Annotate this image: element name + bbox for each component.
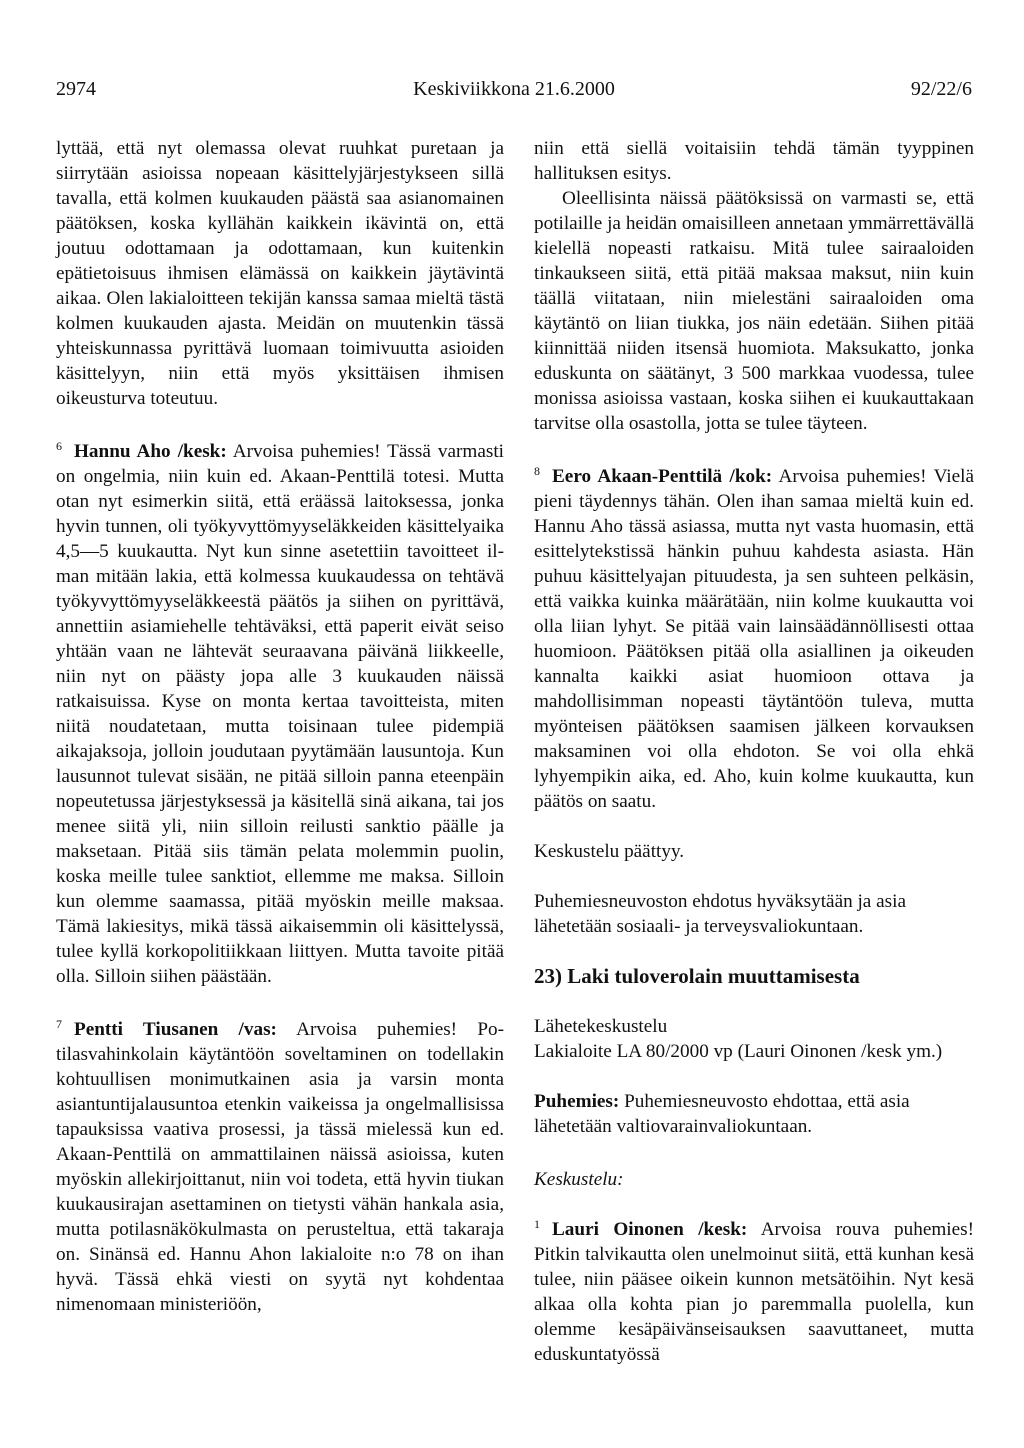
speech-text: Arvoisa puhemies! Tässä varmasti on ongelmia, niin kuin ed. Akaan-Penttilä totesi. Mutta otan nyt esimerkin siitä, että eräässä laitoksessa, jonka hyvin tunnen, oli työkyvyttömyyseläkkeiden käsittelyaika 4,5—5 kuukautta. Nyt kun sinne asetettiin tavoitteet ilman mitään lakia, että kolmessa kuukaudessa on tehtävä työkyvyttömyyseläkkeestä päätös ja siihen on pyrittävä, annettiin asiamiehelle tehtäväksi, että paperit eivät seiso yhtään vaan ne lähtevät seuraavana päivänä liikkeelle, niin nyt on päästy jopa alle 3 kuukauden näissä ratkaisuissa. Kyse on monta kertaa tavoitteista, miten niitä noudatetaan, mutta toisinaan tulee pidempiä aikajaksoja, jolloin joudutaan pyytämään lausuntoja. Kun lausunnot tulevat sisään, ne pitää silloin panna eteenpäin nopeutetussa järjestyksessä ja käsitellä sinä aikana, tai jos menee siitä yli, niin silloin reilusti sanktio päälle ja maksetaan. Pitää siis tämän pelata molemmin puolin, koska meille tulee sanktiot, ellemme me maksa. Silloin kun olemme saamassa, pitää myöskin meille maksaa. Tämä lakiesitys, mikä tässä aikaisemmin oli käsittelyssä, tulee kyllä korkopolitiikkaan liittyen. Mutta tavoite pitää olla. Silloin siihen päästään. — [56, 441, 504, 987]
speech-8 — [534, 464, 974, 814]
continuation-paragraph: niin että siellä voitaisiin tehdä tämän tyyppinen hallituksen esitys. — [534, 138, 974, 184]
speech-number: 6 — [56, 439, 62, 453]
debate-heading: Keskustelu: — [534, 1169, 624, 1190]
initiative-reference: Lakialoite LA 80/2000 vp (Lauri Oinonen /kesk ym.) — [534, 1041, 943, 1062]
document-id: 92/22/6 — [910, 78, 972, 100]
chair-text: Puhemiesneuvosto ehdottaa, että asia lähetetään valtiovarainvaliokuntaan. — [534, 1091, 910, 1137]
chair-statement — [534, 1089, 974, 1139]
referral-debate-label: Lähetekeskustelu — [534, 1016, 668, 1037]
page-number: 2974 — [56, 78, 96, 100]
speech-6 — [56, 439, 504, 989]
intro-paragraph: lyttää, että nyt olemassa olevat ruuhkat puretaan ja siirrytään asioissa nopeaan käsittelyjärjestykseen sillä tavalla, että kolmen kuukauden päästä saa asianomainen päätöksen, koska kyllähän kaikkein ikävintä on, että joutuu odottamaan ja odottamaan, kun kuitenkin epätietoisuus ihmisen elämässä on kaikkein jäytävintä aikaa. Olen lakialoitteen tekijän kanssa samaa mieltä tästä kolmen kuukauden ajasta. Meidän on muutenkin tässä yhteiskunnassa pyrittävä luomaan toimivuutta asioiden käsittelyyn, niin että myös yksittäisen ihmisen oikeusturva toteutuu. — [56, 138, 504, 409]
paragraph: Oleellisinta näissä päätöksissä on varmasti se, että potilaille ja heidän omaisilleen annetaan ymmärrettävällä kielellä nopeasti ratkaisu. Mitä tulee sairaaloiden tinkaukseen siitä, että pitää maksaa maksut, niin kuin täällä viitataan, niin mielestäni sairaaloiden oma käytäntö on liian tiukka, jos näin edetään. Siihen pitää kiinnittää niiden itsensä huomiota. Maksukatto, jonka eduskunta on säätänyt, 3 500 markkaa vuodessa, tulee monissa asioissa vastaan, koska siihen ei kuukauttakaan tarvitse olla osastolla, jotta se tulee täyteen. — [534, 188, 974, 434]
speech-7 — [56, 1017, 504, 1317]
speech-number: 7 — [56, 1017, 62, 1031]
speaker-name: Pentti Tiusanen /vas: — [74, 1019, 277, 1040]
speaker-name: Lauri Oinonen /kesk: — [552, 1219, 748, 1240]
decision-paragraph: Puhemiesneuvoston ehdotus hyväksytään ja asia lähetetään sosiaali- ja terveysvaliokuntaan. — [534, 891, 906, 937]
debate-ended: Keskustelu päättyy. — [534, 841, 685, 862]
section-title: 23) Laki tuloverolain muuttamisesta — [534, 964, 860, 988]
speech-text: Arvoisa rouva puhemies! Pitkin talvikautta olen unelmoinut siitä, että kunhan kesä tulee, niin pääsee oikein kunnon metsätöihin. Nyt kesä alkaa olla kohta pian jo paremmalla puolella, kun olemme kesäpäivänseisauksen saavuttaneet, mutta eduskuntatyössä — [534, 1219, 974, 1365]
speech-text: Arvoisa puhemies! Vielä pieni täydennys tähän. Olen ihan samaa mieltä kuin ed. Hannu Aho tässä asiassa, mutta nyt vasta huomasin, että esittelytekstissä hänkin puhuu kahdesta asiasta. Hän puhuu käsittelyajan pituudesta, ja sen suhteen pelkäsin, että vaikka kuinka määrätään, niin kolme kuukautta voi olla liian lyhyt. Se pitää vain lainsäädännöllisesti ottaa huomioon. Päätöksen pitää olla asiallinen ja oikeuden kannalta kaikki asiat huomioon ottava ja mahdollisimman nopeasti täytäntöön tuleva, mutta myönteisen päätöksen saamisen jälkeen korvauksen maksaminen voi olla ehdoton. Se voi olla ehkä lyhyempikin aika, ed. Aho, kuin kolme kuukautta, kun päätös on saatu. — [534, 466, 974, 812]
speech-number: 8 — [534, 464, 540, 478]
page-header — [56, 78, 972, 108]
speaker-name: Eero Akaan-Penttilä /kok: — [552, 466, 773, 487]
speech-1 — [534, 1217, 974, 1367]
speaker-name: Puhemies: — [534, 1091, 620, 1112]
speech-number: 1 — [534, 1217, 540, 1231]
session-date: Keskiviikkona 21.6.2000 — [413, 78, 615, 100]
speech-text: Arvoisa puhemies! Potilasvahinkolain käytäntöön soveltaminen on todellakin kohtuullisen monimutkainen asia ja varsin monta asiantuntijalausuntoa etenkin vaikeissa ja ongelmallisissa tapauksissa vaativa prosessi, ja tässä mielessä kun ed. Akaan-Penttilä on ammattilainen näissä asioissa, kuten myöskin allekirjoittanut, niin voi todeta, että hyvin tiukan kuukausirajan asettaminen on tietysti vähän hankala asia, mutta potilasnäkökulmasta on perusteltua, että takaraja on. Sinänsä ed. Hannu Ahon lakialoite n:o 78 on ihan hyvä. Tässä ehkä viesti on syytä nyt kohdentaa nimenomaan ministeriöön, — [56, 1019, 504, 1315]
speaker-name: Hannu Aho /kesk: — [74, 441, 227, 462]
left-column — [56, 136, 504, 1317]
right-column — [534, 136, 974, 1367]
